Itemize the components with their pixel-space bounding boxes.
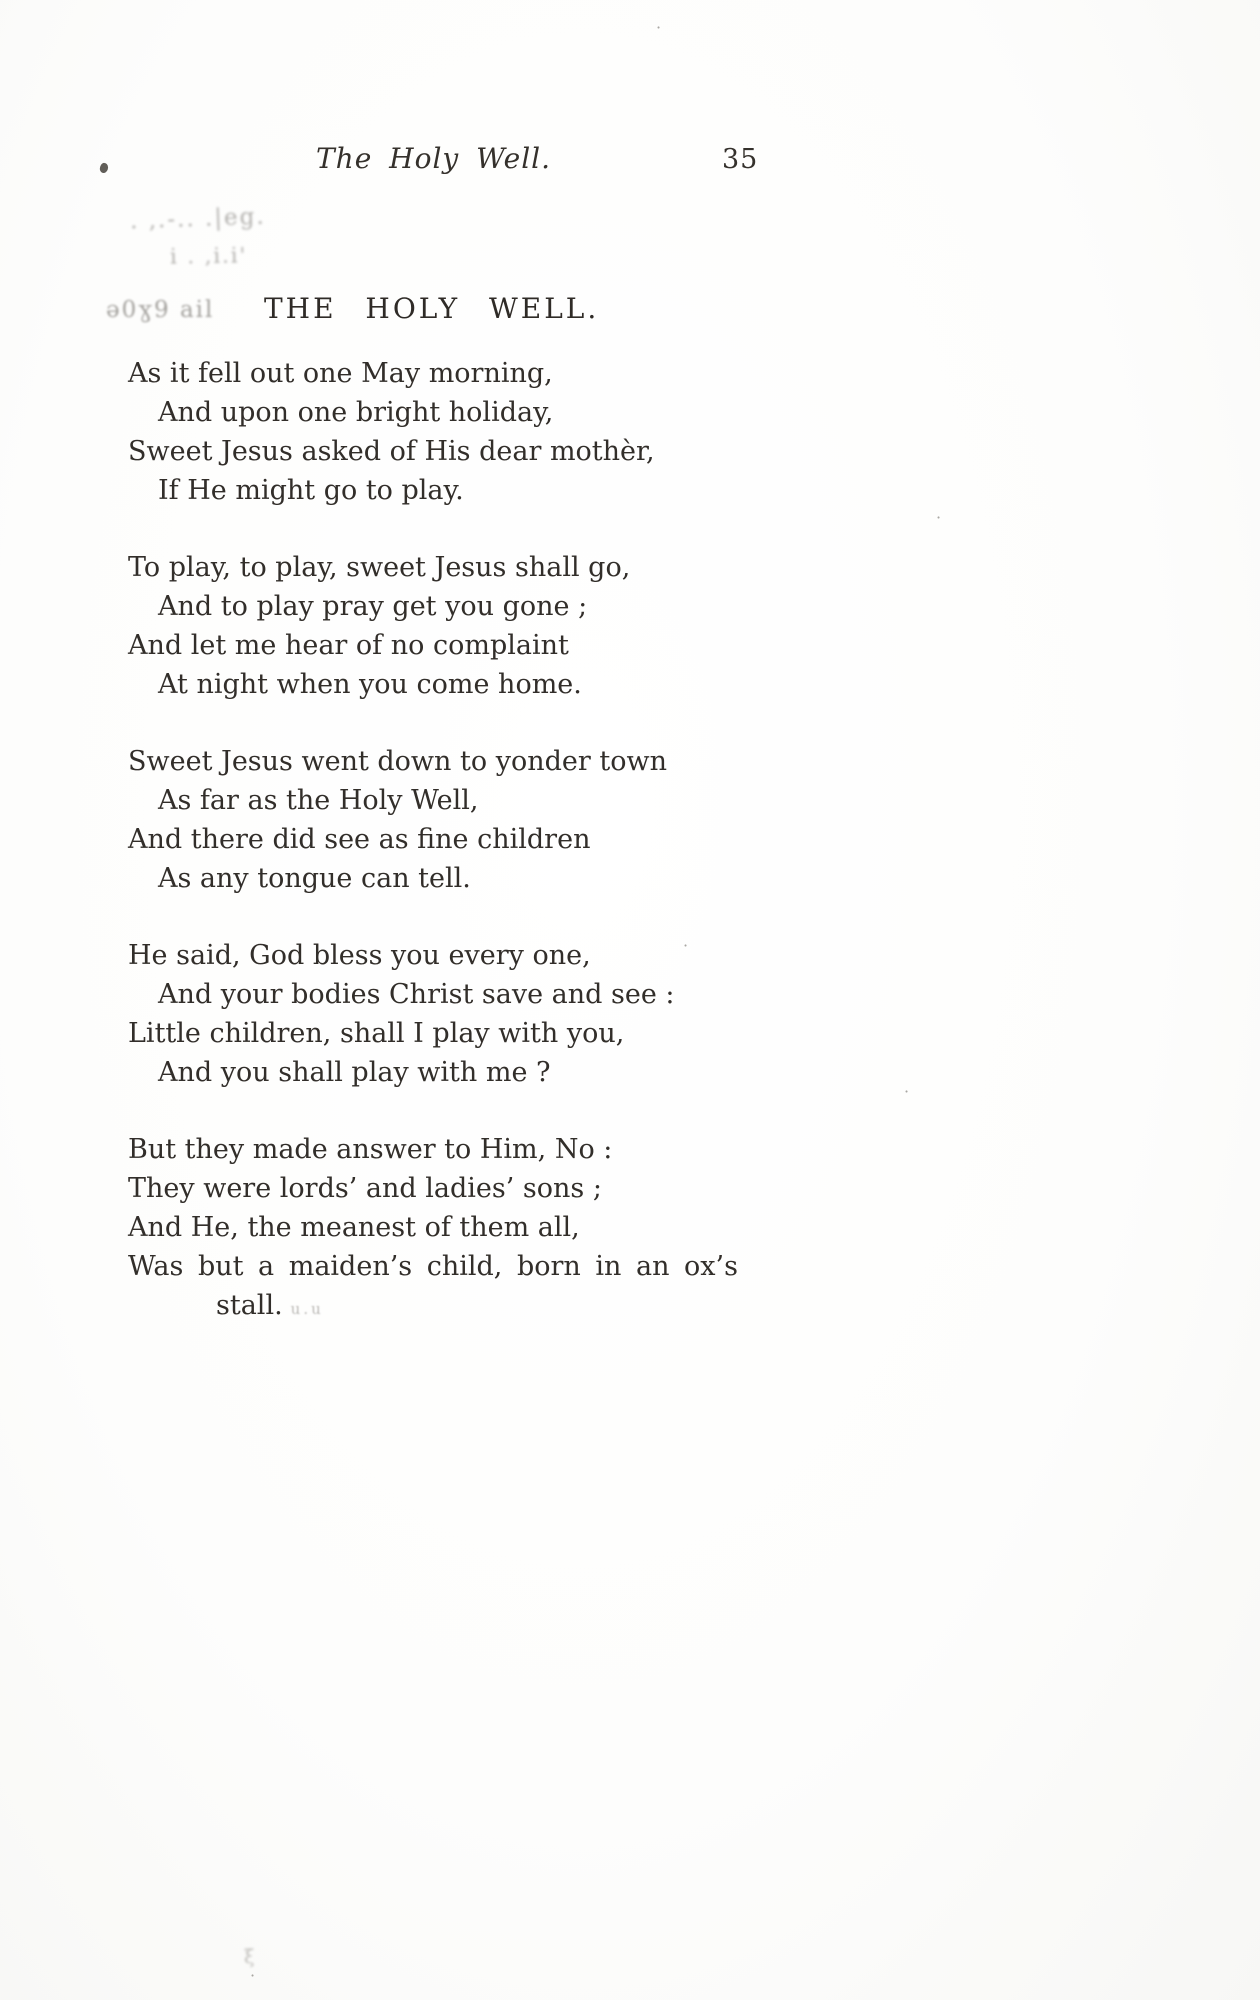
ink-smudge: u.u — [290, 1300, 324, 1318]
ink-speck: · — [656, 18, 662, 37]
ink-smudge: . ,.-.. .|eg. — [129, 203, 267, 235]
stanza-3 — [128, 742, 808, 898]
poem-line: If He might go to play. — [158, 475, 464, 506]
poem-line: As any tongue can tell. — [158, 863, 471, 894]
poem-line: Sweet Jesus went down to yonder town — [128, 746, 667, 777]
poem-line-text: stall. — [216, 1290, 283, 1321]
stanza-1 — [128, 354, 808, 510]
ink-smudge: ə0ɣ9 ail — [106, 297, 215, 323]
poem-title: THE HOLY WELL. — [264, 292, 600, 325]
poem-line: And you shall play with me ? — [158, 1057, 551, 1088]
poem-line — [128, 1286, 808, 1329]
page-number: 35 — [722, 144, 759, 175]
poem-line: And upon one bright holiday, — [158, 397, 554, 428]
ink-speck: · — [904, 1082, 910, 1101]
poem-line: And He, the meanest of them all, — [128, 1212, 580, 1243]
poem-line: Sweet Jesus asked of His dear mothèr, — [128, 436, 655, 467]
poem-line: And to play pray get you gone ; — [158, 591, 588, 622]
poem-line: Little children, shall I play with you, — [128, 1018, 625, 1049]
poem-body — [128, 354, 808, 1329]
running-title: The Holy Well. — [316, 142, 552, 175]
poem-line: They were lords’ and ladies’ sons ; — [128, 1173, 602, 1204]
poem-line: And let me hear of no complaint — [128, 630, 569, 661]
poem-line: To play, to play, sweet Jesus shall go, — [128, 552, 631, 583]
stanza-5 — [128, 1130, 808, 1329]
poem-line: He said, God bless you every one, — [128, 940, 591, 971]
poem-line: But they made answer to Him, No : — [128, 1134, 613, 1165]
poem-line: Was but a maiden’s child, born in an ox’s — [128, 1251, 738, 1282]
poem-line: As it fell out one May morning, — [128, 358, 553, 389]
stanza-2 — [128, 548, 808, 704]
stanza-4 — [128, 936, 808, 1092]
ink-smudge: ξ — [244, 1946, 257, 1968]
running-head — [0, 142, 1260, 178]
ink-speck: · — [936, 508, 942, 527]
poem-line: And your bodies Christ save and see : — [158, 979, 675, 1010]
ink-speck: · — [250, 1966, 256, 1985]
poem-line: At night when you come home. — [158, 669, 582, 700]
poem-line: And there did see as fine children — [128, 824, 591, 855]
ink-smudge: i . ,i.i' — [169, 243, 248, 269]
ink-speck: · — [683, 936, 689, 955]
poem-line: As far as the Holy Well, — [158, 785, 479, 816]
